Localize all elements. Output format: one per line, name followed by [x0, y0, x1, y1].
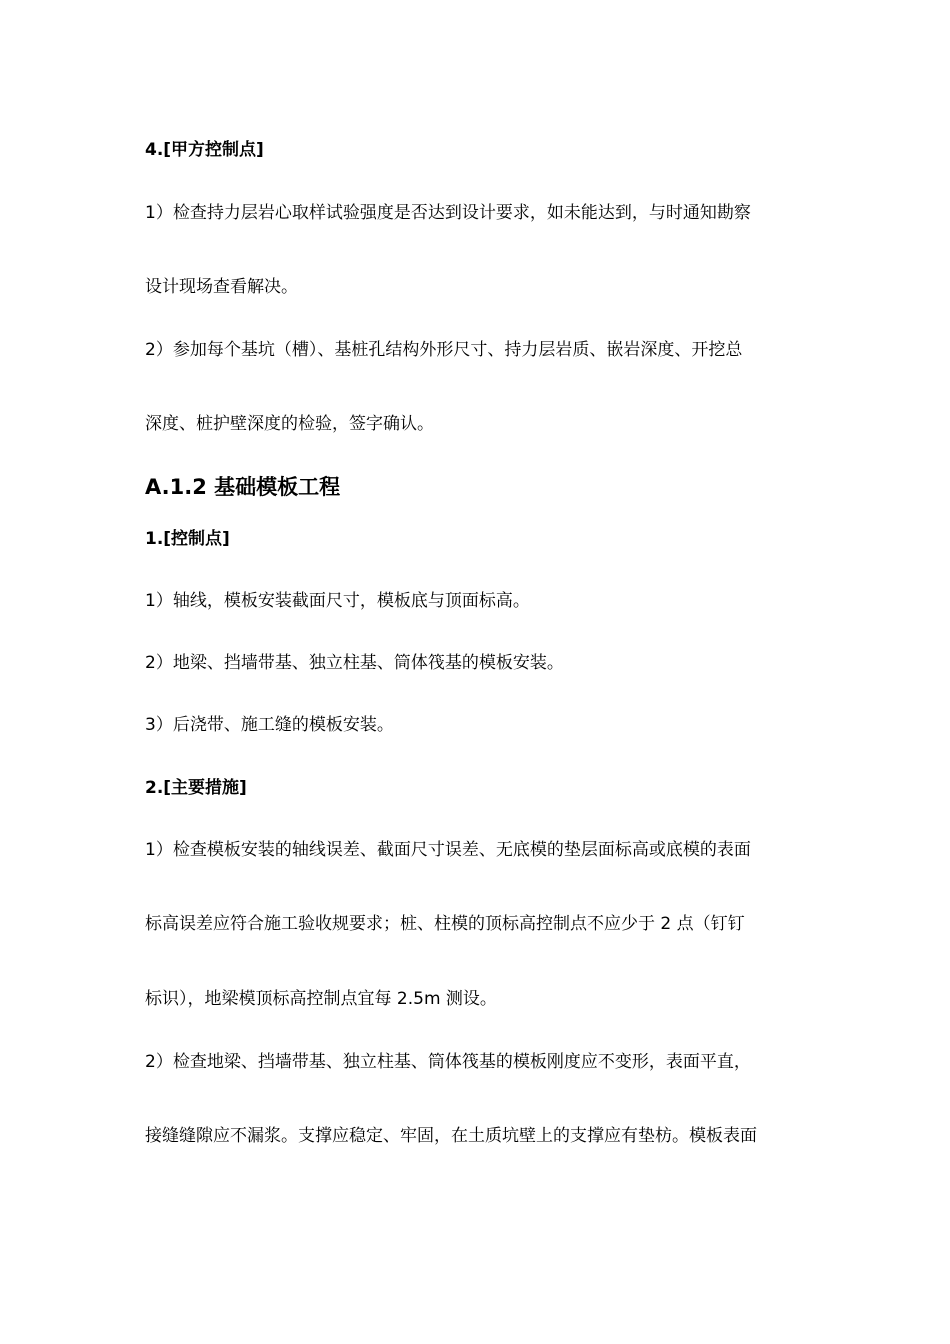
- section-4-item-1-line-2: 设计现场查看解决。: [145, 277, 298, 297]
- main-measures-item-1-line-3: 标识），地梁模顶标高控制点宜每 2.5m 测设。: [145, 989, 497, 1009]
- control-points-item-2: 2）地梁、挡墙带基、独立柱基、筒体筏基的模板安装。: [145, 653, 564, 673]
- section-4-item-2-line-1: 2）参加每个基坑（槽）、基桩孔结构外形尺寸、持力层岩质、嵌岩深度、开挖总: [145, 340, 743, 360]
- main-measures-title: 2.[主要措施]: [145, 778, 247, 798]
- section-4-item-1-line-1: 1）检查持力层岩心取样试验强度是否达到设计要求，如未能达到，与时通知勘察: [145, 203, 751, 223]
- section-a12-heading: A.1.2 基础模板工程: [145, 475, 341, 499]
- main-measures-item-1-line-2: 标高误差应符合施工验收规要求；桩、柱模的顶标高控制点不应少于 2 点（钉钉: [145, 914, 745, 934]
- main-measures-item-2-line-2: 接缝缝隙应不漏浆。支撑应稳定、牢固，在土质坑壁上的支撑应有垫枋。模板表面: [145, 1126, 757, 1146]
- main-measures-item-1-line-1: 1）检查模板安装的轴线误差、截面尺寸误差、无底模的垫层面标高或底模的表面: [145, 840, 751, 860]
- section-4-item-2-line-2: 深度、桩护壁深度的检验，签字确认。: [145, 414, 434, 434]
- control-points-item-3: 3）后浇带、施工缝的模板安装。: [145, 715, 394, 735]
- control-points-item-1: 1）轴线，模板安装截面尺寸，模板底与顶面标高。: [145, 591, 530, 611]
- main-measures-item-2-line-1: 2）检查地梁、挡墙带基、独立柱基、筒体筏基的模板刚度应不变形，表面平直，: [145, 1052, 751, 1072]
- section-4-title: 4.[甲方控制点]: [145, 140, 264, 160]
- control-points-title: 1.[控制点]: [145, 529, 230, 549]
